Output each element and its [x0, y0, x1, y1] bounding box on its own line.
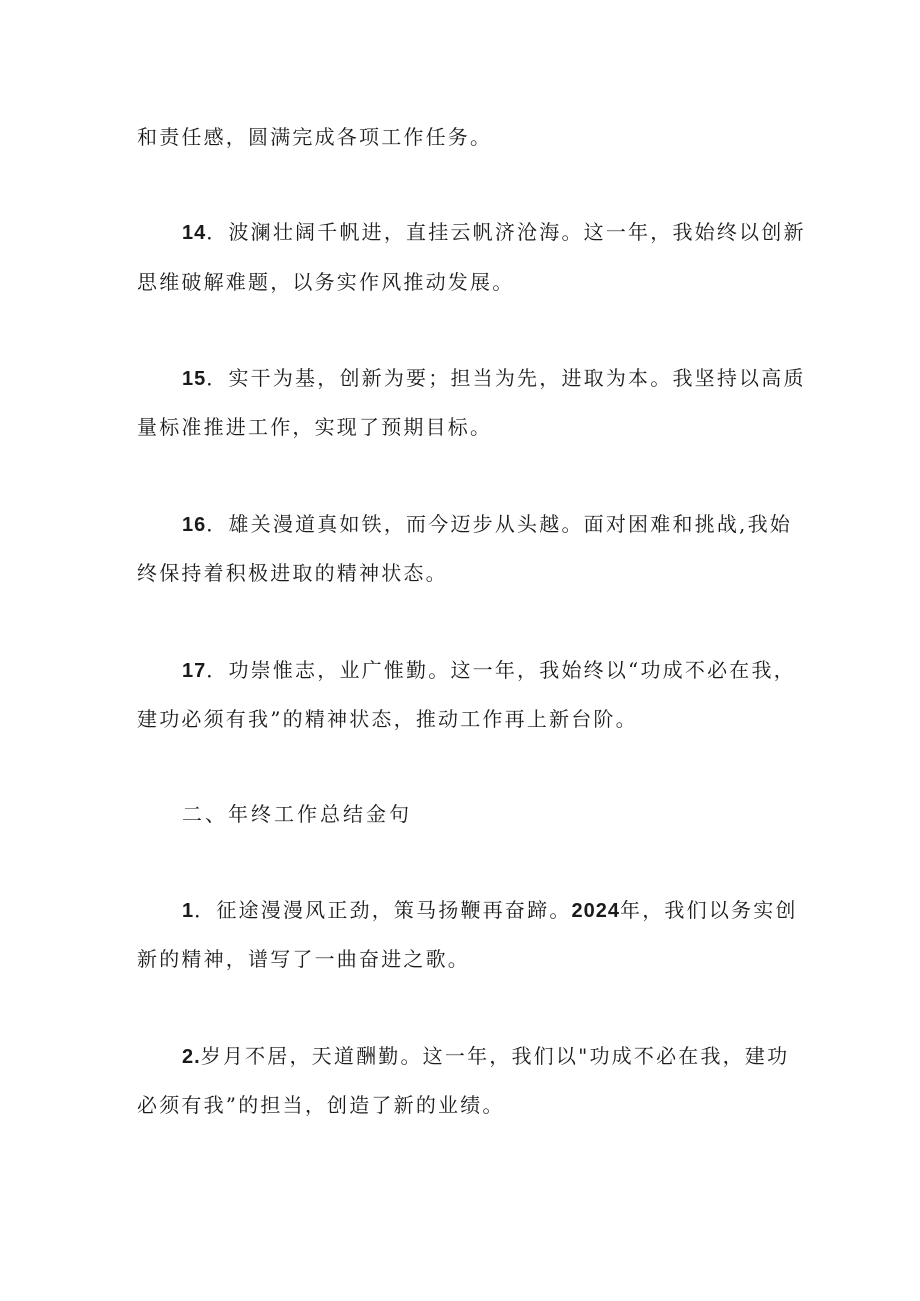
- item-16-line-2: 终保持着积极进取的精神状态。: [137, 561, 448, 585]
- item-number: 2.: [182, 1046, 201, 1068]
- summary-1-line-1: [182, 896, 842, 925]
- item-14-line-1: [182, 218, 842, 247]
- summary-1-line-2: 新的精神，谱写了一曲奋进之歌。: [137, 947, 470, 971]
- paragraph-line: 和责任感，圆满完成各项工作任务。: [137, 125, 493, 149]
- item-15-line-2: 量标准推进工作，实现了预期目标。: [137, 415, 493, 439]
- item-text: 年，我们以务实创: [620, 898, 798, 922]
- item-15-line-1: [182, 364, 842, 393]
- item-17-line-2: 建功必须有我”的精神状态，推动工作再上新台阶。: [137, 707, 638, 731]
- year-number: 2024: [571, 900, 621, 922]
- item-14-line-2: 思维破解难题，以务实作风推动发展。: [137, 270, 515, 294]
- item-number: 14: [182, 222, 207, 244]
- item-17-line-1: [182, 656, 842, 685]
- item-text: 岁月不居，天道酬勤。这一年，我们以"功成不必在我，建功: [200, 1044, 790, 1068]
- summary-2-line-1: [182, 1042, 842, 1071]
- item-text: ．实干为基，创新为要；担当为先，进取为本。我坚持以高质: [206, 366, 806, 390]
- item-text: ．波澜壮阔千帆进，直挂云帆济沧海。这一年，我始终以创新: [206, 220, 806, 244]
- item-text: ．功崇惟志，业广惟勤。这一年，我始终以“功成不必在我，: [206, 658, 796, 682]
- item-text: ．雄关漫道真如铁，而今迈步从头越。面对困难和挑战,我始: [206, 512, 793, 536]
- item-number: 16: [182, 514, 207, 536]
- item-number: 15: [182, 368, 207, 390]
- item-number: 17: [182, 660, 207, 682]
- section-heading: 二、年终工作总结金句: [182, 802, 412, 826]
- item-text: ．征途漫漫风正劲，策马扬鞭再奋蹄。: [194, 898, 572, 922]
- item-number: 1: [182, 900, 195, 922]
- summary-2-line-2: 必须有我”的担当，创造了新的业绩。: [137, 1093, 505, 1117]
- item-16-line-1: [182, 510, 842, 539]
